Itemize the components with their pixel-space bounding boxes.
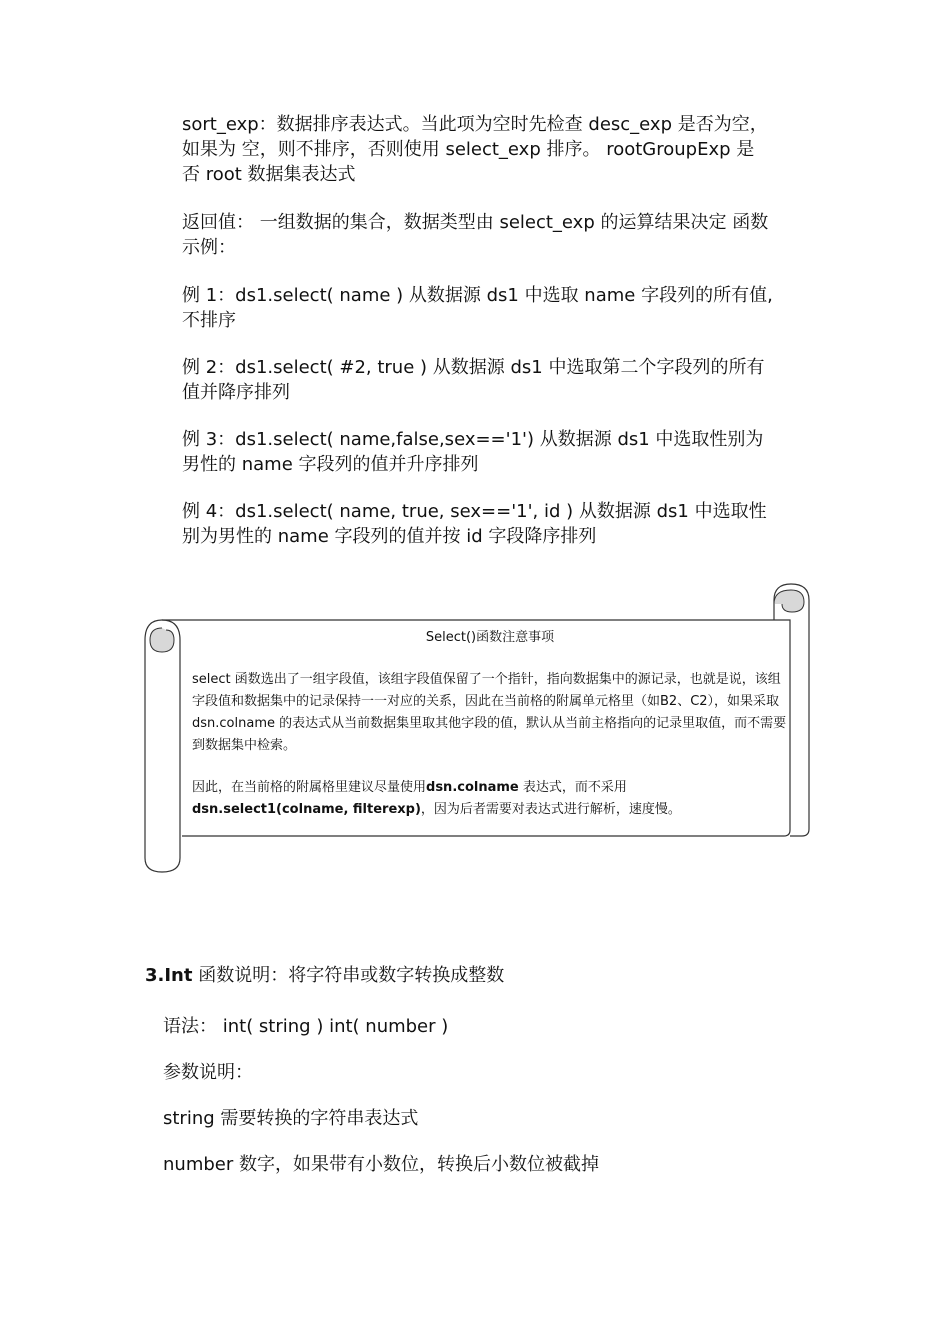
note-paragraph-1: select 函数选出了一组字段值，该组字段值保留了一个指针，指向数据集中的源记录，也就是说，该组字段值和数据集中的记录保持一一对应的关系，因此在当前格的附属单元格里（如B2、C2），如果采取dsn.colname 的表达式从当前数据集里取其他字段的值，默认从当前主格指向的记录里取值，而不需要到数据集中检索。 <box>192 672 787 753</box>
example-3-line-2: 男性的 name 字段列的值并升序排列 <box>182 454 479 475</box>
note-paragraph-2-c: 表达式，而不采用 <box>518 780 627 795</box>
example-1-line-1: 例 1：ds1.select( name ) 从数据源 ds1 中选取 name 字段列的所有值, <box>182 285 773 306</box>
sort-exp-line-3: 否 root 数据集表达式 <box>182 164 356 185</box>
example-2 <box>182 355 814 405</box>
params-label: 参数说明： <box>163 1062 253 1083</box>
return-value-paragraph <box>182 210 814 260</box>
section-title <box>145 963 504 989</box>
sort-exp-line-1: sort_exp：数据排序表达式。当此项为空时先检查 desc_exp 是否为空， <box>182 114 768 135</box>
number-param: number 数字，如果带有小数位，转换后小数位被截掉 <box>163 1154 599 1175</box>
return-value-line-1: 返回值： 一组数据的集合，数据类型由 select_exp 的运算结果决定 函数 <box>182 212 769 233</box>
example-3-line-1: 例 3：ds1.select( name,false,sex=='1') 从数据源 ds1 中选取性别为 <box>182 429 764 450</box>
sort-exp-paragraph <box>182 112 814 187</box>
section-number: 3.Int <box>145 965 193 986</box>
note-code-colname: dsn.colname <box>426 780 519 795</box>
example-1 <box>182 283 814 333</box>
syntax-line: 语法： int( string ) int( number ) <box>163 1016 449 1037</box>
note-body <box>192 669 792 841</box>
example-3 <box>182 427 814 477</box>
note-title: Select()函数注意事项 <box>425 630 555 645</box>
note-code-select1: dsn.select1(colname, filterexp) <box>192 802 421 817</box>
section-description: 函数说明：将字符串或数字转换成整数 <box>192 965 505 986</box>
example-1-line-2: 不排序 <box>182 310 236 331</box>
sort-exp-line-2: 如果为 空，则不排序，否则使用 select_exp 排序。 rootGroupExp 是 <box>182 139 755 160</box>
note-paragraph-2 <box>192 777 792 821</box>
example-4-line-1: 例 4：ds1.select( name, true, sex=='1', id ) 从数据源 ds1 中选取性 <box>182 501 767 522</box>
string-param: string 需要转换的字符串表达式 <box>163 1108 419 1129</box>
example-2-line-1: 例 2：ds1.select( #2, true ) 从数据源 ds1 中选取第二个字段列的所有 <box>182 357 765 378</box>
example-4-line-2: 别为男性的 name 字段列的值并按 id 字段降序排列 <box>182 526 597 547</box>
example-2-line-2: 值并降序排列 <box>182 382 290 403</box>
example-4 <box>182 499 814 549</box>
return-value-line-2: 示例： <box>182 237 236 258</box>
note-paragraph-2-a: 因此，在当前格的附属格里建议尽量使用 <box>192 780 427 795</box>
note-paragraph-2-e: ，因为后者需要对表达式进行解析，速度慢。 <box>420 802 681 817</box>
